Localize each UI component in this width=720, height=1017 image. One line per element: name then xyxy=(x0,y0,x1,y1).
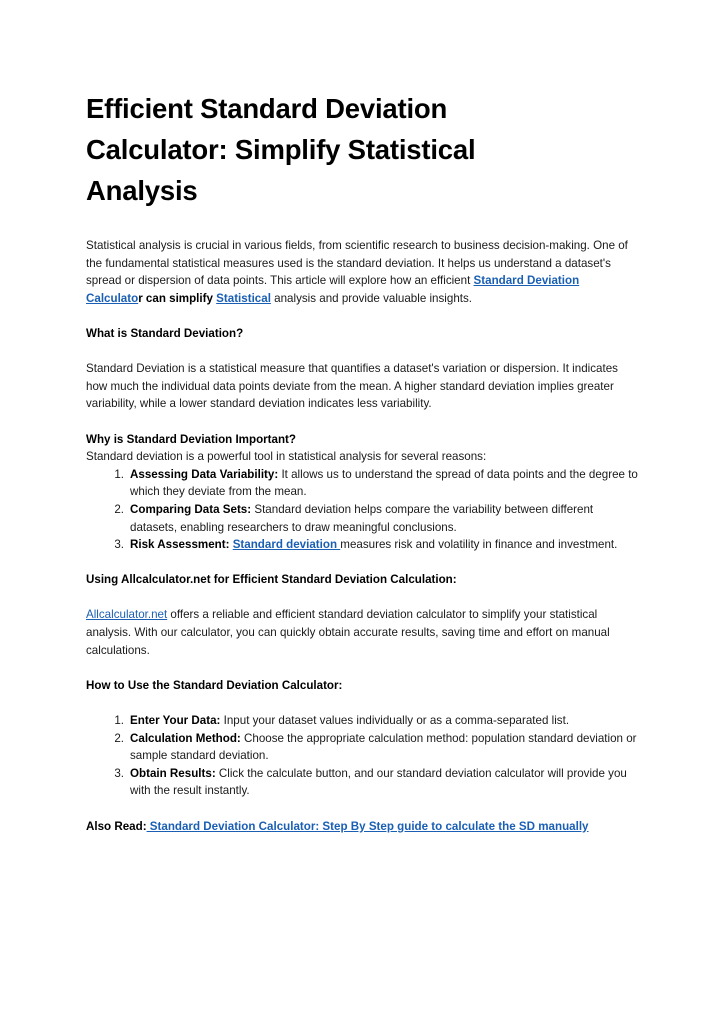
list-item xyxy=(86,501,638,536)
list-marker: 1. xyxy=(114,714,124,728)
intro-text-part-2: r can simplify xyxy=(138,291,217,305)
section-body-why-is-standard-deviation-important: Standard deviation is a powerful tool in statistical analysis for several reasons: xyxy=(86,450,487,464)
list-item-text: It allows us to understand the spread of data points and the degree to which they deviate from the mean. xyxy=(130,467,638,499)
spacer xyxy=(86,307,638,325)
spacer xyxy=(86,554,638,572)
page-title: Efficient Standard Deviation Calculator: Simplify Statistical Analysis xyxy=(86,93,476,206)
allcalculator-body-text: offers a reliable and efficient standard deviation calculator to simplify your statistical analysis. With our calculator, you can quickly obtain accurate results, saving time and effort on manual calculations. xyxy=(86,608,610,657)
section-heading-what-is-standard-deviation: What is Standard Deviation? xyxy=(86,326,244,340)
list-item xyxy=(86,712,638,730)
importance-list xyxy=(86,466,638,554)
list-item-lead: Assessing Data Variability: xyxy=(130,467,279,481)
intro-text-part-3: analysis and provide valuable insights. xyxy=(270,291,473,305)
spacer xyxy=(86,800,638,818)
list-marker: 2. xyxy=(114,731,124,745)
list-item-text: Choose the appropriate calculation method: population standard deviation or sample standard deviation. xyxy=(130,731,637,763)
also-read-link[interactable]: Standard Deviation Calculator: Step By Step guide to calculate the SD manually xyxy=(146,819,589,833)
list-item-lead: Obtain Results: xyxy=(130,766,216,780)
list-item-text: Click the calculate button, and our standard deviation calculator will provide you with the result instantly. xyxy=(130,766,627,798)
intro-paragraph xyxy=(86,237,638,307)
list-item xyxy=(86,730,638,765)
how-to-use-list xyxy=(86,712,638,800)
also-read-label: Also Read: xyxy=(86,819,147,833)
title-spacer xyxy=(86,211,638,237)
standard-deviation-calculator-link[interactable]: Standard Deviation Calculato xyxy=(86,274,580,305)
allcalculator-net-link[interactable]: Allcalculator.net xyxy=(86,608,168,622)
list-item-lead: Comparing Data Sets: xyxy=(130,502,252,516)
statistical-link[interactable]: Statistical xyxy=(216,291,271,305)
standard-deviation-link[interactable]: Standard deviation xyxy=(232,538,341,552)
intro-text-part-1: Statistical analysis is crucial in various fields, from scientific research to business decision-making. One of the fundamental statistical measures used is the standard deviation. It helps us understand a dataset's spread or dispersion of data points. This article will explore how an efficient xyxy=(86,239,628,288)
list-item xyxy=(86,765,638,800)
section-body-using-allcalculator xyxy=(86,606,638,659)
list-marker: 2. xyxy=(114,502,124,516)
list-item-text: measures risk and volatility in finance and investment. xyxy=(340,538,618,552)
spacer xyxy=(86,413,638,431)
list-item xyxy=(86,536,638,554)
spacer xyxy=(86,343,638,361)
spacer xyxy=(86,694,638,712)
list-item-lead: Risk Assessment: xyxy=(130,538,230,552)
spacer xyxy=(86,589,638,607)
list-item-text: Standard deviation helps compare the variability between different datasets, enabling researchers to draw meaningful conclusions. xyxy=(130,502,594,534)
section-heading-why-is-standard-deviation-important: Why is Standard Deviation Important? xyxy=(86,432,296,446)
list-item-lead: Enter Your Data: xyxy=(130,714,221,728)
section-body-what-is-standard-deviation: Standard Deviation is a statistical measure that quantifies a dataset's variation or dispersion. It indicates how much the individual data points deviate from the mean. A higher standard deviation implies greater variability, while a lower standard deviation indicates less variability. xyxy=(86,362,618,411)
list-marker: 3. xyxy=(114,766,124,780)
also-read-line xyxy=(86,818,626,836)
list-marker: 3. xyxy=(114,538,124,552)
section-heading-how-to-use: How to Use the Standard Deviation Calculator: xyxy=(86,678,343,692)
list-item xyxy=(86,466,638,501)
list-item-text: Input your dataset values individually or as a comma-separated list. xyxy=(220,714,570,728)
list-marker: 1. xyxy=(114,467,124,481)
list-item-lead: Calculation Method: xyxy=(130,731,241,745)
article-content xyxy=(86,88,638,835)
section-heading-using-allcalculator: Using Allcalculator.net for Efficient Standard Deviation Calculation: xyxy=(86,573,457,587)
spacer xyxy=(86,659,638,677)
